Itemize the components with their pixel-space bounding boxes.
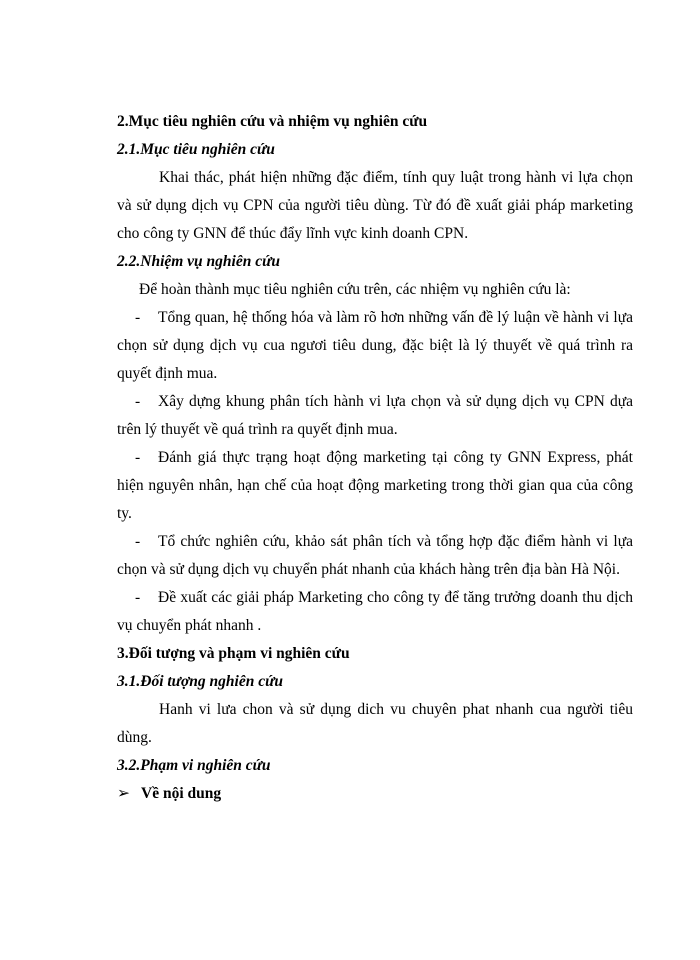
dash-bullet: - [135,449,141,466]
section-2-1-heading: 2.1.Mục tiêu nghiên cứu [117,141,275,158]
section-3-1-heading: 3.1.Đối tượng nghiên cứu [117,673,283,690]
task-item [117,304,633,388]
task-item [117,528,633,584]
section-3-2-heading: 3.2.Phạm vi nghiên cứu [117,757,271,774]
scope-content-label: Về nội dung [141,785,222,802]
dash-bullet: - [135,309,141,326]
document-page [117,108,633,808]
section-2-2-intro: Để hoàn thành mục tiêu nghiên cứu trên, các nhiệm vụ nghiên cứu là: [139,281,571,298]
dash-bullet: - [135,589,141,606]
arrow-bullet-icon: ➢ [117,785,130,802]
task-item-text: Đánh giá thực trạng hoạt động marketing tại công ty GNN Express, phát hiện nguyên nhân, hạn chế của hoạt động marketing trong thời gian qua của công ty. [117,449,633,522]
dash-bullet: - [135,393,141,410]
task-item-text: Xây dựng khung phân tích hành vi lựa chọn và sử dụng dịch vụ CPN dựa trên lý thuyết về quá trình ra quyết định mua. [117,393,633,438]
section-2-1-text: Khai thác, phát hiện những đặc điểm, tính quy luật trong hành vi lựa chọn và sử dụng dịch vụ CPN của người tiêu dùng. Từ đó đề xuất giải pháp marketing cho công ty GNN để thúc đẩy lĩnh vực kinh doanh CPN. [117,169,633,242]
scope-content-item [117,780,633,808]
task-item-text: Tổ chức nghiên cứu, khảo sát phân tích và tổng hợp đặc điểm hành vi lựa chọn và sử dụng dịch vụ chuyển phát nhanh của khách hàng trên địa bàn Hà Nội. [117,533,633,578]
section-2-2-heading: 2.2.Nhiệm vụ nghiên cứu [117,253,281,270]
task-item [117,444,633,528]
task-item-text: Tổng quan, hệ thống hóa và làm rõ hơn những vấn đề lý luận về hành vi lựa chọn sử dụng dịch vụ cua ngươi tiêu dung, đặc biệt là lý thuyết về quá trình ra quyết định mua. [117,309,633,382]
dash-bullet: - [135,533,141,550]
task-item-text: Đề xuất các giải pháp Marketing cho công ty để tăng trưởng doanh thu dịch vụ chuyển phát nhanh . [117,589,633,634]
section-3-heading: 3.Đối tượng và phạm vi nghiên cứu [117,645,350,662]
task-item [117,388,633,444]
section-3-1-text: Hanh vi lưa chon và sử dụng dich vu chuyên phat nhanh cua người tiêu dùng. [117,701,633,746]
task-item [117,584,633,640]
section-2-heading: 2.Mục tiêu nghiên cứu và nhiệm vụ nghiên cứu [117,113,428,130]
